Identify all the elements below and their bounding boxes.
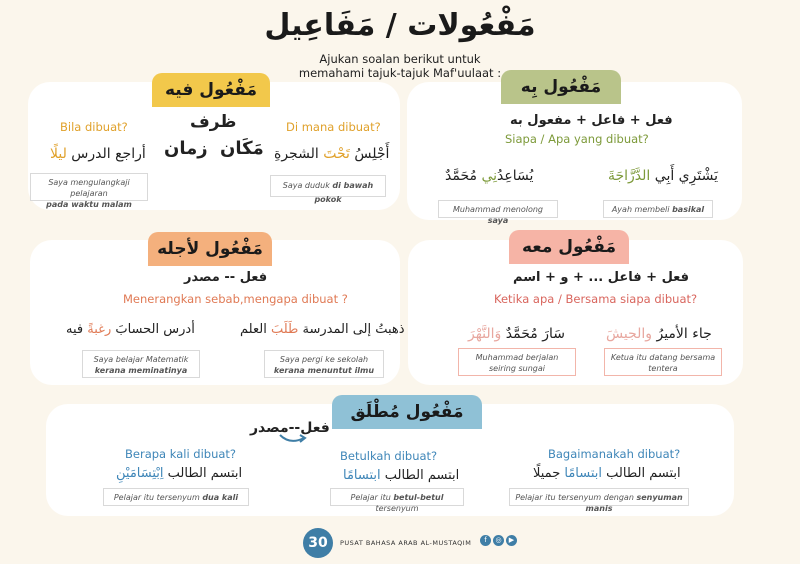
page-number-badge: 30 xyxy=(303,528,333,558)
mutlaq-formula: فعل--مصدر xyxy=(250,420,330,436)
page-subtitle: Ajukan soalan berikut untuk memahami tajuk-tajuk Maf'uulaat : xyxy=(298,52,502,80)
maahu-example-right: جاء الأميرُ والجيشَ xyxy=(606,326,712,342)
bihi-example-right: يَشْتَرِي أَبِي الدَّرَّاجَةَ xyxy=(608,168,718,184)
fihi-translation-left: Saya mengulangkaji pelajaran pada waktu malam xyxy=(30,173,148,201)
mutlaq-example-2: ابتسم الطالب ابتسامًا xyxy=(343,468,460,483)
fihi-example-left: أراجع الدرس ليلًا xyxy=(50,146,146,162)
youtube-icon[interactable]: ▶ xyxy=(506,535,517,546)
bihi-example-left: يُسَاعِدُنِي مُحَمَّدٌ xyxy=(445,168,534,184)
liajlihi-translation-left: Saya belajar Matematik kerana meminatinya xyxy=(82,350,200,378)
bihi-question: Siapa / Apa yang dibuat? xyxy=(505,132,649,146)
liajlihi-formula: فعل -- مصدر xyxy=(184,270,268,285)
liajlihi-example-right: ذهبتُ إلى المدرسة طَلَبَ العلم xyxy=(240,322,405,337)
fihi-question-right: Di mana dibuat? xyxy=(286,120,381,134)
tab-mafool-bihi: مَفْعُول بِه xyxy=(501,70,621,104)
maahu-example-left: سَارَ مُحَمَّدٌ وَالنَّهْرَ xyxy=(468,326,565,342)
maahu-formula: فعل + فاعل ... + و + اسم xyxy=(513,270,690,285)
mutlaq-example-3: ابتسم الطالب ابتسامًا جميلًا xyxy=(533,466,681,481)
mutlaq-translation-3: Pelajar itu tersenyum dengan senyuman manis xyxy=(509,488,689,506)
fihi-center-makan: مَكَان xyxy=(220,138,264,159)
instagram-icon[interactable]: ◎ xyxy=(493,535,504,546)
page-title: مَفْعُولات / مَفَاعِيل xyxy=(264,8,536,43)
mutlaq-example-1: ابتسم الطالب اِبْتِسَامَيْنِ xyxy=(116,466,243,481)
mutlaq-translation-2: Pelajar itu betul-betul tersenyum xyxy=(330,488,464,506)
mutlaq-translation-1: Pelajar itu tersenyum dua kali xyxy=(103,488,249,506)
tab-mafool-mutlaq: مَفْعُول مُطْلَق xyxy=(332,395,482,429)
liajlihi-translation-right: Saya pergi ke sekolah kerana menuntut ilmu xyxy=(264,350,384,378)
fihi-translation-right: Saya duduk di bawah pokok xyxy=(270,175,386,197)
bihi-formula: فعل + فاعل + مفعول به xyxy=(510,113,673,128)
footer-brand: PUSAT BAHASA ARAB AL-MUSTAQIM xyxy=(340,539,472,547)
tab-mafool-liajlihi: مَفْعُول لأجله xyxy=(148,232,272,266)
facebook-icon[interactable]: f xyxy=(480,535,491,546)
liajlihi-question: Menerangkan sebab,mengapa dibuat ? xyxy=(123,292,348,306)
mutlaq-question-2: Betulkah dibuat? xyxy=(340,449,438,463)
tab-mafool-fihi: مَفْعُول فيه xyxy=(152,73,270,107)
bihi-translation-right: Ayah membeli basikal xyxy=(603,200,713,218)
fihi-center-top: ظرف xyxy=(190,112,237,132)
maahu-translation-right: Ketua itu datang bersama tentera xyxy=(604,348,722,376)
bihi-translation-left: Muhammad menolong saya xyxy=(438,200,558,218)
mutlaq-question-1: Berapa kali dibuat? xyxy=(125,447,237,461)
liajlihi-example-left: أدرس الحسابَ رغبةً فيه xyxy=(66,322,195,337)
maahu-question: Ketika apa / Bersama siapa dibuat? xyxy=(494,292,698,306)
tab-mafool-maahu: مَفْعُول معه xyxy=(509,230,629,264)
fihi-center-zaman: زمان xyxy=(164,138,208,159)
fihi-example-right: أَجْلِسُ تَحْتَ الشجرةِ xyxy=(274,146,390,162)
maahu-translation-left: Muhammad berjalan seiring sungai xyxy=(458,348,576,376)
curved-arrow-icon xyxy=(278,432,308,446)
mutlaq-question-3: Bagaimanakah dibuat? xyxy=(548,447,681,461)
fihi-question-left: Bila dibuat? xyxy=(60,120,128,134)
